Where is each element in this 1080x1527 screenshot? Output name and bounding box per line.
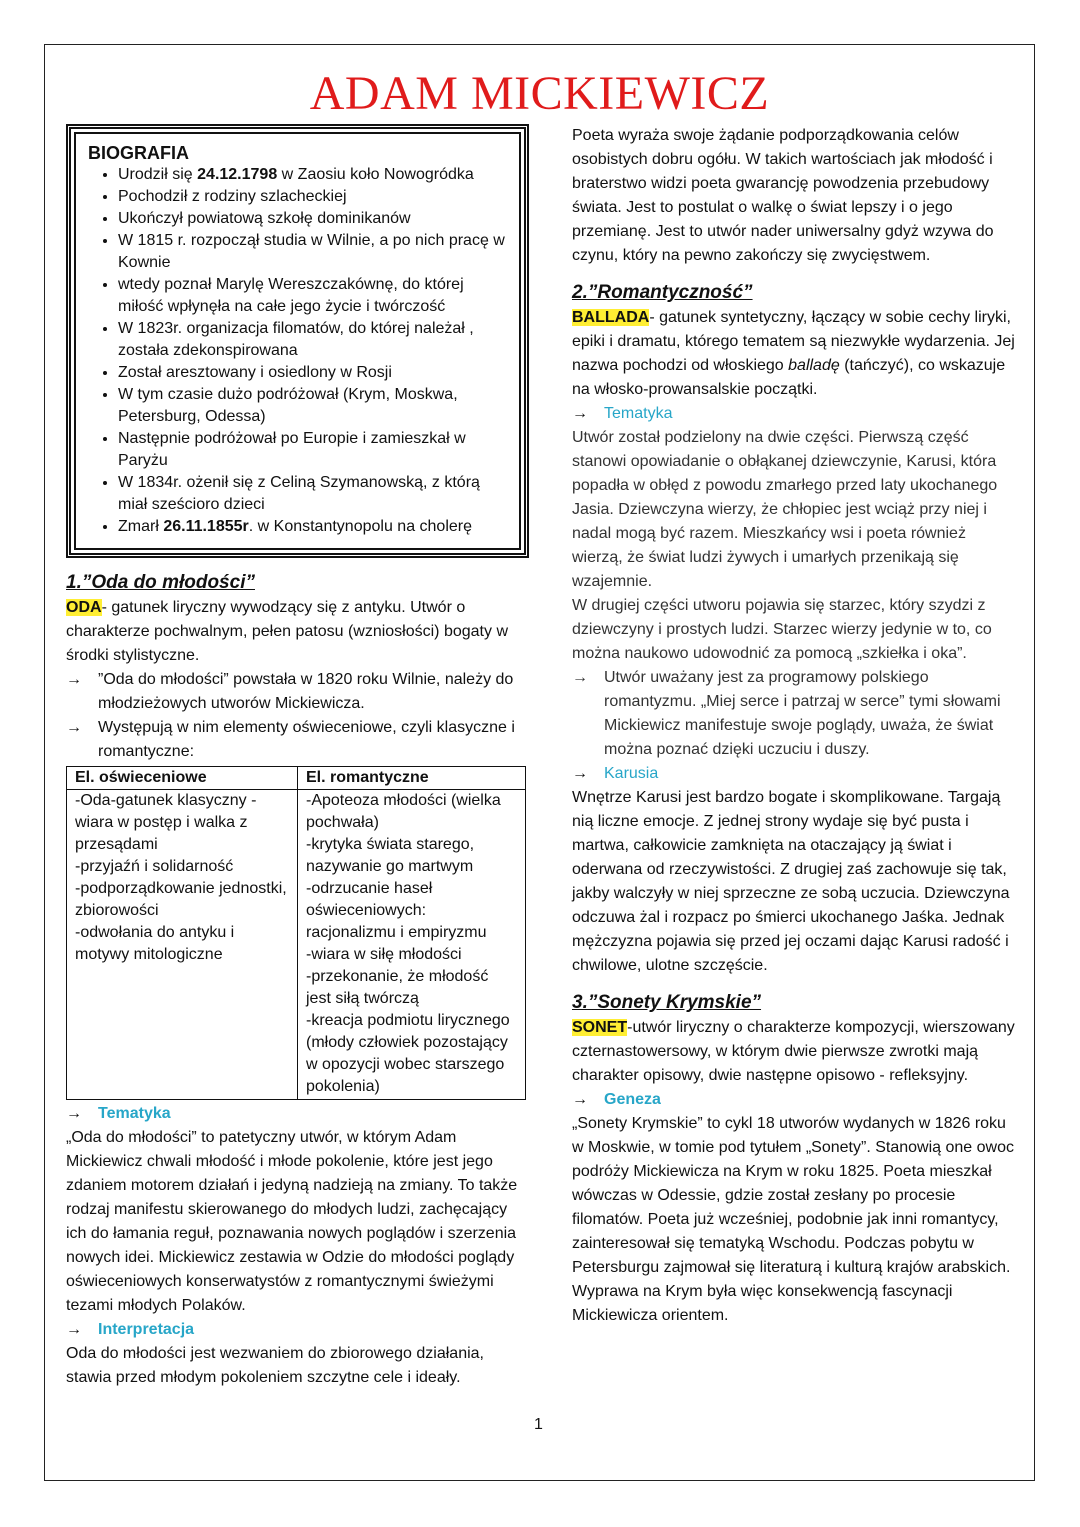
table-row — [67, 790, 526, 1100]
biography-item-text: W 1823r. organizacja filomatów, do której należał , została zdekonspirowana — [118, 320, 474, 359]
biography-item — [118, 164, 511, 186]
biography-item-text: wtedy poznał Marylę Wereszczakównę, do której miłość wpłynęła na całe jego życie i twórczość — [118, 276, 464, 315]
left-column — [66, 570, 526, 764]
biography-item — [118, 318, 511, 362]
oda-term-highlight: ODA — [66, 599, 102, 616]
sonet-definition-text: -utwór liryczny o charakterze kompozycji, wierszowany czternastowersowy, w którym dwie pierwsze zwrotki mają charakter opisowy, dwie następne opisowo - refleksyjny. — [572, 1019, 1015, 1084]
biography-item-text: Urodził się — [118, 166, 198, 183]
biography-item — [118, 428, 511, 472]
biography-item — [118, 186, 511, 208]
oda-interpretacja-label — [66, 1318, 526, 1342]
biography-heading: BIOGRAFIA — [88, 143, 189, 163]
karusia-text: Wnętrze Karusi jest bardzo bogate i skomplikowane. Targają nią liczne emocje. Z jednej strony wydaje się być pusta i martwa, całkowicie zamknięta na otaczający ją świat i oderwana od rzeczywistości. Z drugiej zaś zachowuje się tak, jakby walczyły w niej sprzeczne ze sobą uczucia. Dziewczyna odczuwa żal i rozpacz po śmierci ukochanego Jaśka. Jednak mężczyzna pojawia się przed jej oczami dając Karusi radość i chwilowe, ulotne szczęście. — [572, 789, 1010, 974]
oda-bullet-1-text: ”Oda do młodości” powstała w 1820 roku Wilnie, należy do młodzieżowych utworów Mickiewicza. — [98, 671, 514, 712]
arrow-icon: → — [572, 1091, 588, 1108]
sonety-heading: 3.”Sonety Krymskie” — [572, 992, 762, 1013]
biography-item — [118, 472, 511, 516]
romantycznosc-tematyka-p1: Utwór został podzielony na dwie części. Pierwszą część stanowi opowiadanie o obłąkanej dziewczynie, Karusi, która popadła w obłęd z powodu zmarłego przed laty ukochanego Jasia. Dziewczyna wierzy, że chłopiec jest wciąż przy niej i nadal mogą być razem. Mieszkańcy wsi i poeta również wierzą, że świat ludzi żywych i umarłych przenikają się wzajemnie. — [572, 429, 998, 590]
oda-bullet-2-text: Występują w nim elementy oświeceniowe, czyli klasyczne i romantyczne: — [98, 719, 515, 760]
table-cell-line: -przyjaźń i solidarność — [75, 858, 234, 875]
comparison-table — [66, 766, 526, 1100]
arrow-icon: → — [572, 765, 588, 782]
table-header-romantic: El. romantyczne — [298, 767, 526, 790]
geneza-label — [572, 1088, 1020, 1112]
table-cell-line: -odwołania do antyku i motywy mitologiczne — [75, 924, 235, 963]
geneza-heading: Geneza — [604, 1091, 661, 1108]
arrow-icon: → — [66, 1321, 82, 1338]
biography-item — [118, 516, 511, 538]
biography-item-text: W 1815 r. rozpoczął studia w Wilnie, a po nich pracę w Kownie — [118, 232, 505, 271]
oda-definition — [66, 596, 526, 668]
biography-item-text: W tym czasie dużo podróżował (Krym, Moskwa, Petersburg, Odessa) — [118, 386, 458, 425]
romantycznosc-tematyka-heading: Tematyka — [604, 405, 673, 422]
biography-item — [118, 384, 511, 428]
ballada-definition-text-2: (tańczyć), co wskazuje na włosko-prowansalskie początki. — [572, 357, 1006, 398]
biography-item-text: Został aresztowany i osiedlony w Rosji — [118, 364, 392, 381]
arrow-icon: → — [66, 671, 82, 688]
romantycznosc-program-text: Utwór uważany jest za programowy polskiego romantyzmu. „Miej serce i patrzaj w serce” tymi słowami Mickiewicz manifestuje swoje poglądy, uważa, że świat można poznać dzięki uczuciu i duszy. — [604, 669, 1001, 758]
right-intro-text: Poeta wyraża swoje żądanie podporządkowania celów osobistych dobru ogółu. W takich wartościach jak młodość i braterstwo widzi poeta gwarancję powodzenia przebudowy świata. Jest to postulat o walkę o świat lepszy i o jego przemianę. Jest to utwór nader uniwersalny gdyż wzywa do czynu, który na pewno zakończy się zwycięstwem. — [572, 127, 994, 264]
biography-item-date: 26.11.1855r — [163, 518, 249, 535]
romantycznosc-tematyka-p2: W drugiej części utworu pojawia się starzec, który szydzi z dziewczyny i prostych ludzi. Starzec wierzy jedynie w to, co można naukowo udowodnić za pomocą „szkiełka i oka”. — [572, 597, 992, 662]
biography-item-text: Następnie podróżował po Europie i zamieszkał w Paryżu — [118, 430, 466, 469]
arrow-icon: → — [572, 669, 588, 686]
table-cell-line: -podporządkowanie jednostki, zbiorowości — [75, 880, 287, 919]
ballada-definition-text-1: - gatunek syntetyczny, łączący w sobie cechy liryki, epiki i dramatu, którego tematem są niezwykłe wydarzenia. Jej nazwa pochodzi od włoskiego — [572, 309, 1015, 374]
arrow-icon: → — [572, 405, 588, 422]
geneza-text: „Sonety Krymskie” to cykl 18 utworów wydanych w 1826 roku w Moskwie, w tomie pod tytułem „Sonety”. Stanowią one owoc podróży Mickiewicza na Krym w roku 1825. Poeta mieszkał wówczas w Odessie, gdzie został zesłany po procesie filomatów. Poeta już wcześniej, podobnie jak inni romantycy, zainteresował się tematyką Wschodu. Podczas pobytu w Petersburgu zajmował się literaturą i kulturą krajów arabskich. Wyprawa na Krym była więc konsekwencją fascynacji Mickiewicza orientem. — [572, 1115, 1014, 1324]
biography-box — [66, 124, 529, 558]
oda-definition-text: - gatunek liryczny wywodzący się z antyku. Utwór o charakterze pochwalnym, pełen patosu (wzniosłości) bogaty w środki stylistyczne. — [66, 599, 508, 664]
karusia-heading: Karusia — [604, 765, 659, 782]
oda-tematyka-heading: Tematyka — [98, 1105, 171, 1122]
arrow-icon: → — [66, 719, 82, 736]
oda-interpretacja-heading: Interpretacja — [98, 1321, 195, 1338]
biography-item — [118, 230, 511, 274]
table-cell-line: -krytyka świata starego, nazywanie go martwym — [306, 836, 475, 875]
table-cell-line: -Apoteoza młodości (wielka pochwała) — [306, 792, 501, 831]
biography-inner — [74, 132, 521, 550]
oda-tematyka-label — [66, 1102, 526, 1126]
table-cell-enlightenment — [67, 790, 298, 1100]
table-cell-line: -Oda-gatunek klasyczny -wiara w postęp i walka z przesądami — [75, 792, 257, 853]
biography-list — [88, 164, 511, 538]
table-header-enlightenment: El. oświeceniowe — [67, 767, 298, 790]
biography-item-text: Ukończył powiatową szkołę dominikanów — [118, 210, 411, 227]
oda-interpretacja-text: Oda do młodości jest wezwaniem do zbiorowego działania, stawia przed młodym pokoleniem szczytne cele i ideały. — [66, 1345, 484, 1386]
page-title: ADAM MICKIEWICZ — [309, 67, 770, 120]
oda-heading: 1.”Oda do młodości” — [66, 572, 255, 593]
ballada-italic-word: balladę — [788, 357, 840, 374]
romantycznosc-program — [572, 666, 1020, 762]
ballada-definition — [572, 306, 1020, 402]
left-column-lower — [66, 1102, 526, 1390]
arrow-icon: → — [66, 1105, 82, 1122]
biography-item-date: 24.12.1798 — [197, 166, 278, 183]
oda-bullet-1 — [66, 668, 526, 716]
biography-item-text-end: w Zaosiu koło Nowogródka — [277, 166, 474, 183]
biography-item — [118, 274, 511, 318]
oda-tematyka-text: „Oda do młodości” to patetyczny utwór, w którym Adam Mickiewicz chwali młodość i młode pokolenie, które jest jego zdaniem motorem działań i jedyną nadzieją na zmiany. To także rodzaj manifestu skierowanego do młodych ludzi, zachęcający ich do łamania reguł, poznawania nowych poglądów i szerzenia nowych idei. Mickiewicz zestawia w Odzie do młodości poglądy oświeceniowych konserwatystów z romantycznymi świeżymi tezami młodych Polaków. — [66, 1129, 518, 1314]
table-cell-line: -przekonanie, że młodość jest siłą twórczą — [306, 968, 489, 1007]
sonet-definition — [572, 1016, 1020, 1088]
right-column — [572, 124, 1020, 1328]
sonet-term-highlight: SONET — [572, 1019, 628, 1036]
table-cell-romantic — [298, 790, 526, 1100]
biography-item-text-end: . w Konstantynopolu na cholerę — [248, 518, 473, 535]
karusia-label — [572, 762, 1020, 786]
table-cell-line: -odrzucanie haseł oświeceniowych: racjonalizmu i empiryzmu — [306, 880, 487, 941]
romantycznosc-tematyka-label — [572, 402, 1020, 426]
biography-item — [118, 362, 511, 384]
page-number: 1 — [534, 1416, 543, 1433]
biography-item-text: Zmarł — [118, 518, 164, 535]
ballada-term-highlight: BALLADA — [572, 309, 650, 326]
oda-bullet-2 — [66, 716, 526, 764]
table-header-row — [67, 767, 526, 790]
table-cell-line: -kreacja podmiotu lirycznego (młody człowiek pozostający w opozycji wobec starszego pokolenia) — [306, 1012, 510, 1095]
biography-item — [118, 208, 511, 230]
biography-item-text: Pochodził z rodziny szlacheckiej — [118, 188, 347, 205]
table-cell-line: -wiara w siłę młodości — [306, 946, 462, 963]
biography-item-text: W 1834r. ożenił się z Celiną Szymanowską, z którą miał sześcioro dzieci — [118, 474, 480, 513]
romantycznosc-heading: 2.”Romantyczność” — [572, 282, 753, 303]
